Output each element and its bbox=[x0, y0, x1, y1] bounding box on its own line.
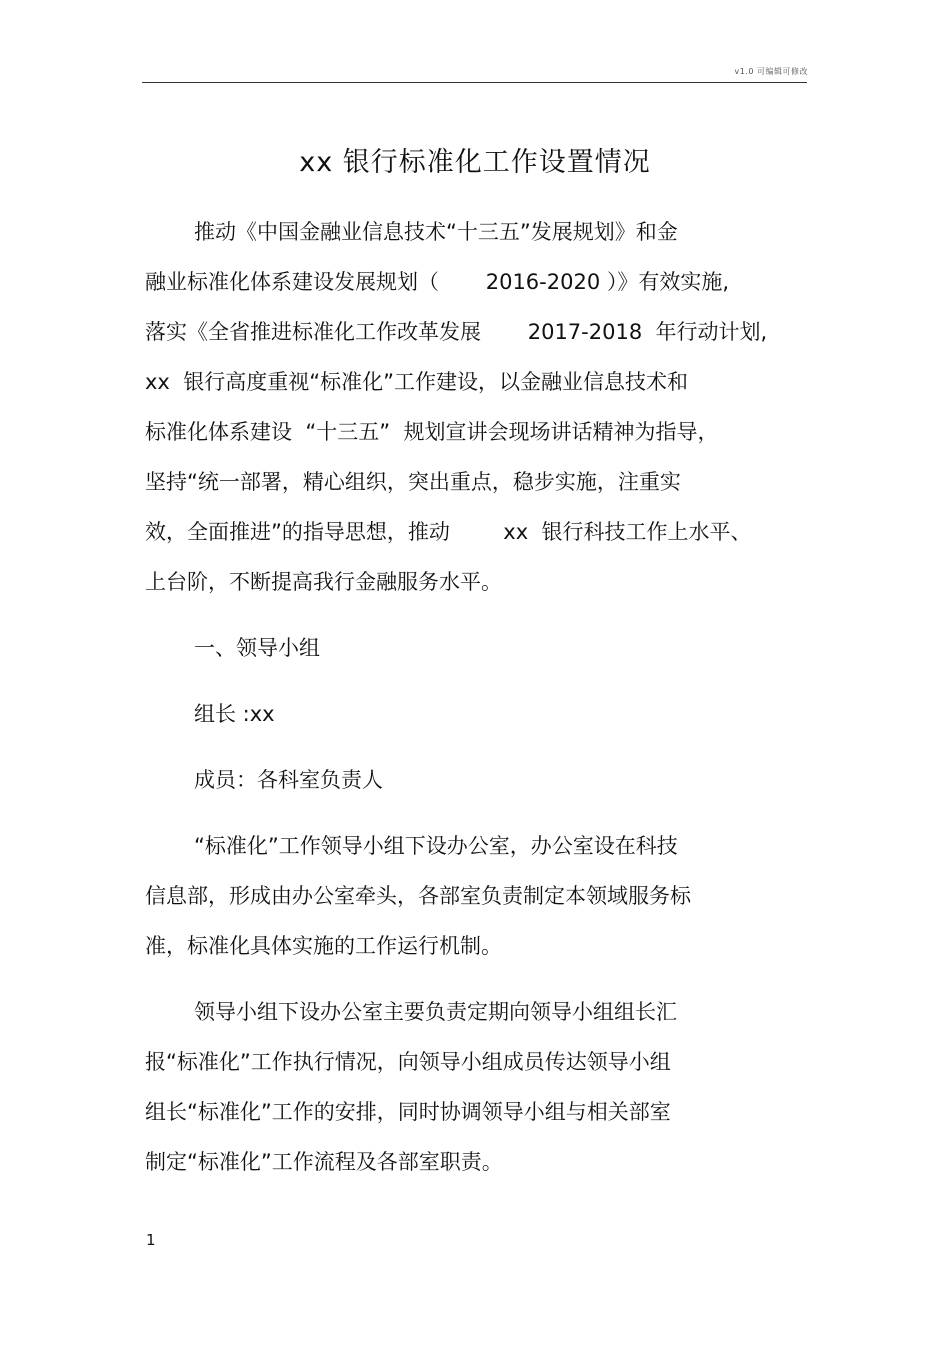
group-leader-line: 组长 :xx bbox=[194, 702, 275, 726]
paragraph-3-line-4: 制定“标准化”工作流程及各部室职责。 bbox=[145, 1150, 503, 1174]
group-members-line: 成员：各科室负责人 bbox=[194, 768, 383, 792]
paragraph-3-line-1: 领导小组下设办公室主要负责定期向领导小组组长汇 bbox=[194, 1000, 677, 1024]
paragraph-2-line-2: 信息部，形成由办公室牵头，各部室负责制定本领域服务标 bbox=[145, 884, 691, 908]
paragraph-1-line-6: 坚持“统一部署，精心组织，突出重点，稳步实施，注重实 bbox=[145, 470, 681, 494]
paragraph-1-line-5: 标准化体系建设 “十三五” 规划宣讲会现场讲话精神为指导， bbox=[145, 420, 719, 444]
paragraph-1-line-4: xx 银行高度重视“标准化”工作建设，以金融业信息技术和 bbox=[145, 370, 688, 394]
header-version-text: v1.0 可编辑可修改 bbox=[734, 67, 808, 76]
paragraph-2-line-3: 准，标准化具体实施的工作运行机制。 bbox=[145, 934, 502, 958]
paragraph-2-line-1: “标准化”工作领导小组下设办公室，办公室设在科技 bbox=[194, 834, 678, 858]
page-number: 1 bbox=[146, 1231, 156, 1249]
paragraph-1-line-7: 效，全面推进”的指导思想，推动 xx 银行科技工作上水平、 bbox=[145, 520, 752, 544]
header-divider bbox=[142, 82, 807, 83]
document-title: xx 银行标准化工作设置情况 bbox=[299, 147, 651, 178]
paragraph-3-line-3: 组长“标准化”工作的安排，同时协调领导小组与相关部室 bbox=[145, 1100, 671, 1124]
paragraph-1-line-2: 融业标准化体系建设发展规划（ 2016-2020 ）》有效实施, bbox=[145, 270, 730, 294]
section-heading-leadership-group: 一、领导小组 bbox=[194, 636, 320, 660]
paragraph-1-line-3: 落实《全省推进标准化工作改革发展 2017-2018 年行动计划, bbox=[145, 320, 768, 344]
paragraph-3-line-2: 报“标准化”工作执行情况，向领导小组成员传达领导小组 bbox=[145, 1050, 671, 1074]
paragraph-1-line-1: 推动《中国金融业信息技术“十三五”发展规划》和金 bbox=[194, 220, 678, 244]
paragraph-1-line-8: 上台阶，不断提高我行金融服务水平。 bbox=[145, 570, 502, 594]
